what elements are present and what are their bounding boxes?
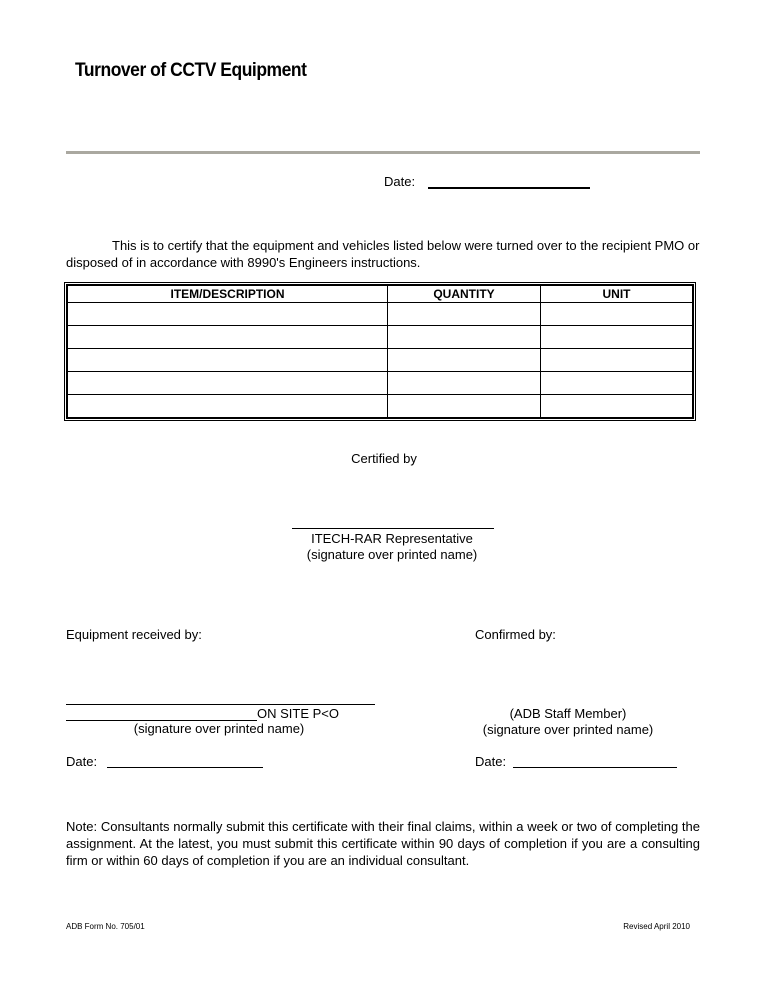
table-row — [68, 349, 692, 372]
quantity-cell[interactable] — [388, 395, 541, 417]
receiver-name-field[interactable] — [66, 707, 257, 721]
receiver-signature-line[interactable] — [66, 704, 375, 705]
item-cell[interactable] — [68, 303, 388, 326]
intro-paragraph — [66, 237, 706, 271]
quantity-cell[interactable] — [388, 349, 541, 372]
column-header-item: ITEM/DESCRIPTION — [68, 286, 388, 303]
table-header-row — [68, 286, 692, 303]
table-row — [68, 395, 692, 417]
representative-title: ITECH-RAR Representative — [311, 531, 473, 546]
item-cell[interactable] — [68, 395, 388, 417]
page-title: Turnover of CCTV Equipment — [75, 60, 307, 81]
unit-cell[interactable] — [541, 326, 692, 349]
confirmer-title: (ADB Staff Member) — [509, 706, 627, 721]
unit-cell[interactable] — [541, 372, 692, 395]
confirmed-by-label: Confirmed by: — [475, 627, 556, 642]
receiver-suffix: ON SITE P<O — [257, 706, 339, 721]
representative-signature-line[interactable] — [292, 528, 494, 529]
confirmer-block — [475, 706, 661, 738]
column-header-quantity: QUANTITY — [388, 286, 541, 303]
revision-date: Revised April 2010 — [623, 922, 690, 931]
quantity-cell[interactable] — [388, 326, 541, 349]
confirmer-date-field[interactable] — [513, 767, 677, 768]
quantity-cell[interactable] — [388, 303, 541, 326]
receiver-subtitle: (signature over printed name) — [133, 721, 305, 736]
received-by-label: Equipment received by: — [66, 627, 202, 642]
quantity-cell[interactable] — [388, 372, 541, 395]
header-divider — [66, 151, 700, 154]
header-date-field[interactable] — [428, 187, 590, 189]
item-cell[interactable] — [68, 326, 388, 349]
form-number: ADB Form No. 705/01 — [66, 922, 145, 931]
table-row — [68, 372, 692, 395]
unit-cell[interactable] — [541, 349, 692, 372]
confirmer-date-label: Date: — [475, 754, 507, 769]
representative-subtitle: (signature over printed name) — [306, 547, 478, 562]
unit-cell[interactable] — [541, 395, 692, 417]
certified-by-label: Certified by — [351, 451, 417, 466]
equipment-table — [66, 284, 694, 419]
unit-cell[interactable] — [541, 303, 692, 326]
header-date-label: Date: — [384, 174, 416, 189]
receiver-date-label: Date: — [66, 754, 98, 769]
receiver-name-line — [66, 706, 339, 721]
intro-text: This is to certify that the equipment and vehicles listed below were turned over to the recipient PMO or disposed of in accordance with 8990's Engineers instructions. — [66, 238, 700, 270]
representative-block — [0, 531, 768, 563]
table-row — [68, 326, 692, 349]
receiver-date-field[interactable] — [107, 767, 263, 768]
note-paragraph: Note: Consultants normally submit this certificate with their final claims, within a week or two of completing the assignment. At the latest, you must submit this certificate within 90 days of completion if you are a consulting firm or within 60 days of completion if you are an individual consultant. — [66, 819, 700, 868]
confirmer-subtitle: (signature over printed name) — [482, 722, 654, 737]
column-header-unit: UNIT — [541, 286, 692, 303]
table-row — [68, 303, 692, 326]
item-cell[interactable] — [68, 349, 388, 372]
item-cell[interactable] — [68, 372, 388, 395]
